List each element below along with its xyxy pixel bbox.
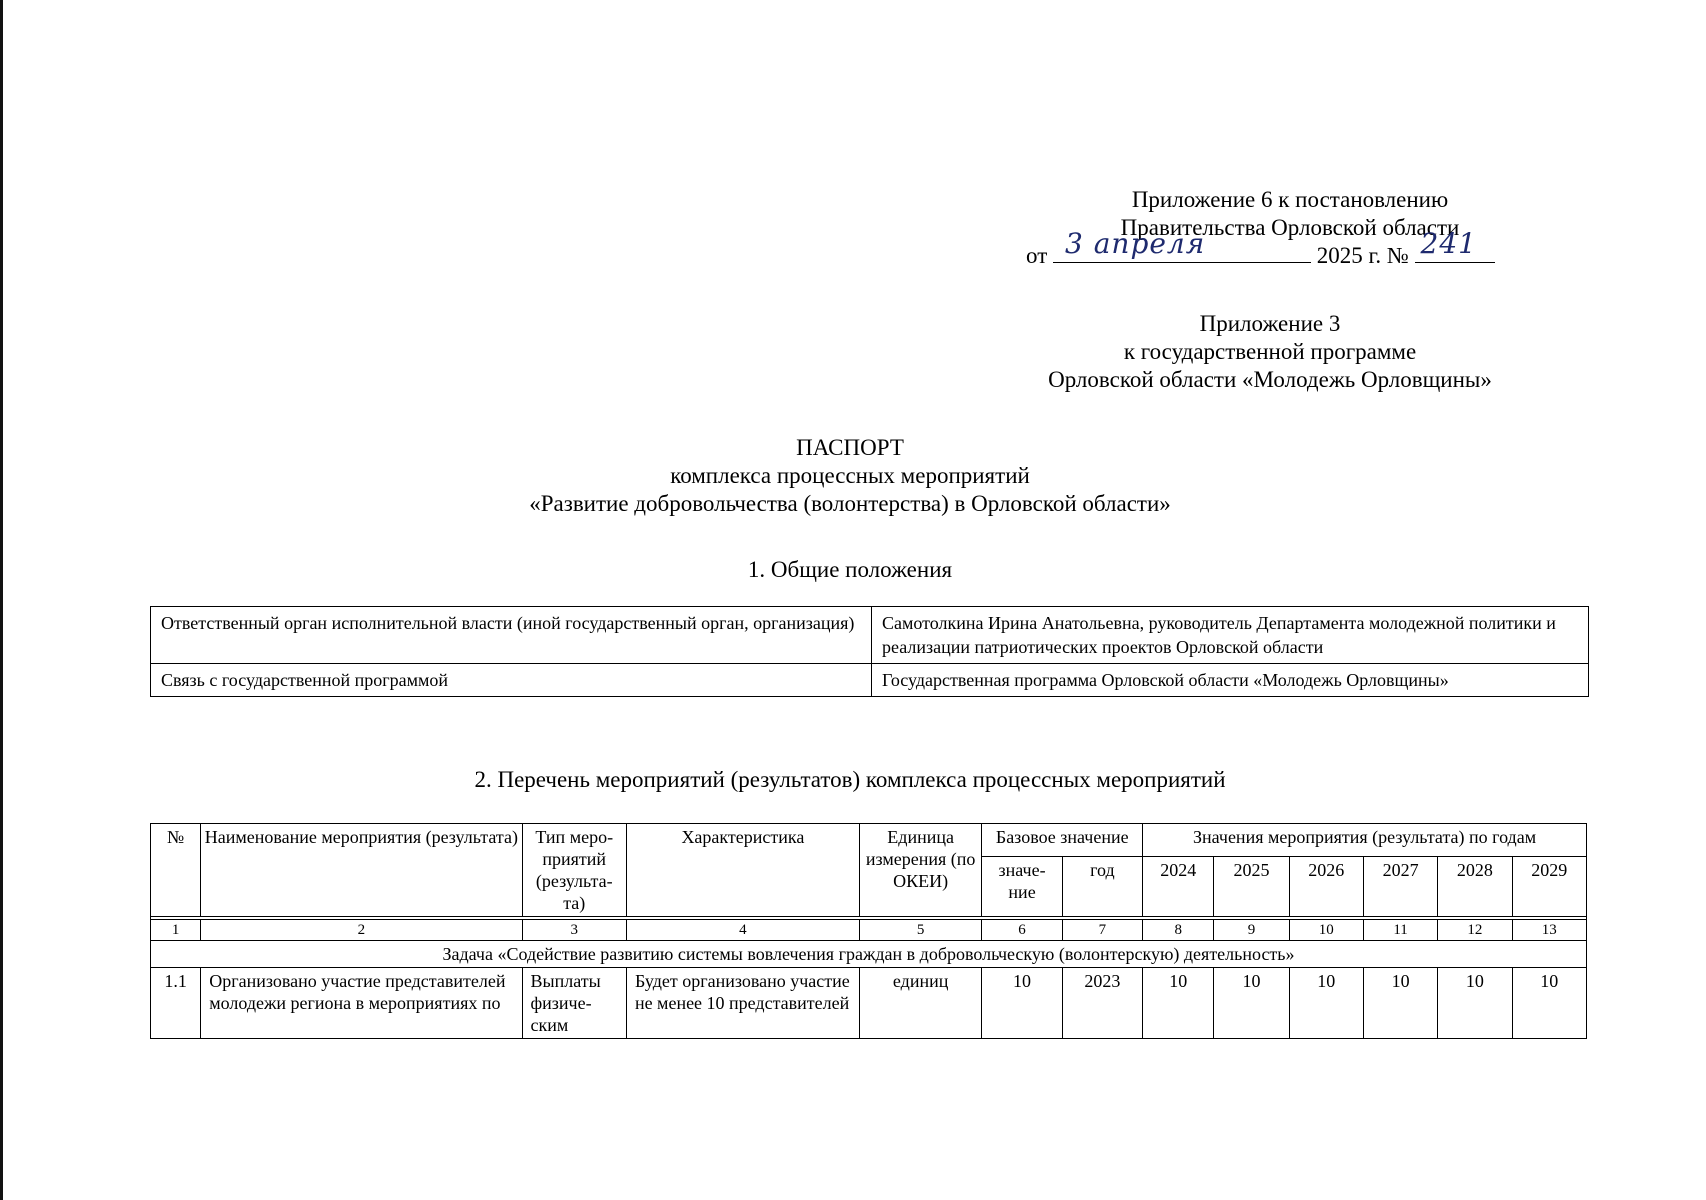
row-characteristic: Будет организовано участие не менее 10 представителей — [626, 968, 859, 1039]
row-name: Организовано участие представителей молодежи региона в мероприятиях по — [201, 968, 522, 1039]
col-base-value-header: значе-ние — [982, 857, 1062, 917]
title-line-2: комплекса процессных мероприятий — [670, 463, 1030, 488]
col-year-2025: 2025 — [1214, 857, 1289, 917]
col-number: 1 — [151, 920, 201, 941]
program-link-value: Государственная программа Орловской области «Молодежь Орловщины» — [872, 664, 1589, 697]
responsible-value: Самотолкина Ирина Анатольевна, руководитель Департамента молодежной политики и реализации патриотических проектов Орловской области — [872, 607, 1589, 664]
handwritten-number: 241 — [1420, 227, 1477, 260]
program-link-label: Связь с государственной программой — [151, 664, 872, 697]
row-value-2024: 10 — [1143, 968, 1214, 1039]
appendix-header — [1000, 310, 1540, 394]
row-value-2029: 10 — [1512, 968, 1586, 1039]
col-number: 3 — [522, 920, 626, 941]
decree-line-1: Приложение 6 к постановлению — [1131, 187, 1449, 212]
date-fill-line — [1053, 227, 1311, 263]
title-line-3: «Развитие добровольчества (волонтерства) в Орловской области» — [529, 491, 1171, 516]
col-number: 12 — [1438, 920, 1512, 941]
year-label: 2025 г. № — [1316, 243, 1409, 268]
col-base-header: Базовое значение — [982, 824, 1143, 857]
table-row — [151, 968, 1587, 1039]
task-title: Задача «Содействие развитию системы вовлечения граждан в добровольческую (волонтерскую) деятельность» — [151, 941, 1587, 968]
col-year-2024: 2024 — [1143, 857, 1214, 917]
col-number: 7 — [1062, 920, 1142, 941]
date-prefix: от — [1026, 243, 1048, 268]
responsible-label: Ответственный орган исполнительной власти (иной государственный орган, организация) — [151, 607, 872, 664]
handwritten-date: 3 апреля — [1065, 227, 1206, 260]
events-table — [150, 823, 1587, 1039]
col-type-header: Тип меро-приятий (результа-та) — [522, 824, 626, 917]
col-number: 11 — [1363, 920, 1437, 941]
row-value-2025: 10 — [1214, 968, 1289, 1039]
table-row — [151, 664, 1589, 697]
col-number: 5 — [859, 920, 982, 941]
col-number: 9 — [1214, 920, 1289, 941]
col-number: 4 — [626, 920, 859, 941]
row-base-value: 10 — [982, 968, 1062, 1039]
task-row — [151, 941, 1587, 968]
col-unit-header: Единица измерения (по ОКЕИ) — [859, 824, 982, 917]
decree-header — [1026, 186, 1540, 268]
row-num: 1.1 — [151, 968, 201, 1039]
section-1-heading: 1. Общие положения — [747, 557, 953, 582]
col-base-year-header: год — [1062, 857, 1142, 917]
row-base-year: 2023 — [1062, 968, 1142, 1039]
col-years-header: Значения мероприятия (результата) по годам — [1143, 824, 1587, 857]
col-num-header: № — [151, 824, 201, 917]
col-year-2026: 2026 — [1289, 857, 1363, 917]
col-name-header: Наименование мероприятия (результата) — [201, 824, 522, 917]
passport-title — [300, 434, 1400, 518]
section-2-heading: 2. Перечень мероприятий (результатов) комплекса процессных мероприятий — [474, 767, 1226, 792]
col-number: 8 — [1143, 920, 1214, 941]
decree-line-2: Правительства Орловской области — [1120, 215, 1460, 240]
col-number: 6 — [982, 920, 1062, 941]
column-numbers-row — [151, 920, 1587, 941]
title-line-1: ПАСПОРТ — [796, 435, 904, 460]
col-number: 10 — [1289, 920, 1363, 941]
row-value-2026: 10 — [1289, 968, 1363, 1039]
appendix-line-3: Орловской области «Молодежь Орловщины» — [1048, 367, 1492, 392]
header-row — [151, 824, 1587, 857]
col-year-2028: 2028 — [1438, 857, 1512, 917]
row-type: Выплаты физиче-ским — [522, 968, 626, 1039]
scan-edge — [0, 0, 3, 1200]
appendix-line-2: к государственной программе — [1123, 339, 1417, 364]
row-value-2028: 10 — [1438, 968, 1512, 1039]
col-number: 2 — [201, 920, 522, 941]
table-row — [151, 607, 1589, 664]
row-value-2027: 10 — [1363, 968, 1437, 1039]
row-unit: единиц — [859, 968, 982, 1039]
col-char-header: Характеристика — [626, 824, 859, 917]
col-year-2029: 2029 — [1512, 857, 1586, 917]
number-fill-line — [1415, 227, 1495, 263]
general-provisions-table — [150, 606, 1589, 697]
col-number: 13 — [1512, 920, 1586, 941]
col-year-2027: 2027 — [1363, 857, 1437, 917]
appendix-line-1: Приложение 3 — [1199, 311, 1341, 336]
